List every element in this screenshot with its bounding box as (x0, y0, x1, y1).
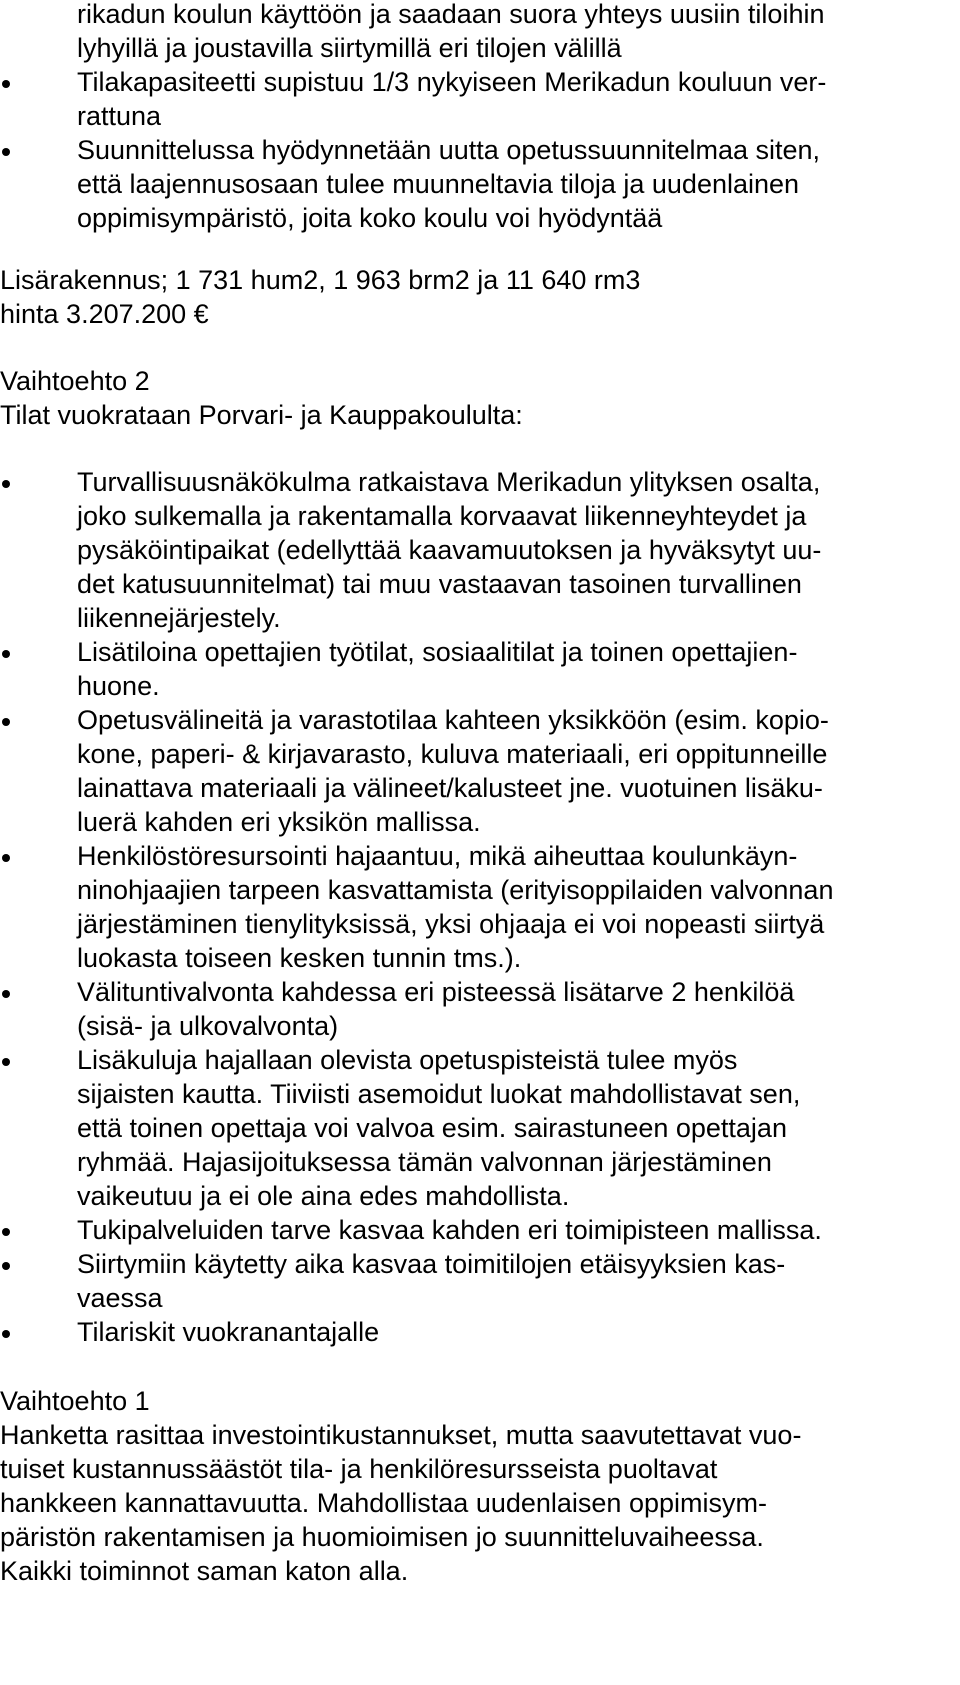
paragraph-line: hankkeen kannattavuutta. Mahdollistaa uudenlaisen oppimisym- (0, 1488, 767, 1518)
bullet-icon (0, 65, 20, 100)
bullet-line: (sisä- ja ulkovalvonta) (77, 1011, 339, 1041)
bullet-line: Tilariskit vuokranantajalle (77, 1317, 380, 1347)
bullet-line: oppimisympäristö, joita koko koulu voi hyödyntää (77, 203, 663, 233)
bullet-line: joko sulkemalla ja rakentamalla korvaavat liikenneyhteydet ja (77, 501, 807, 531)
bullet-line: vaikeutuu ja ei ole aina edes mahdollista. (77, 1181, 570, 1211)
bullet-line: ryhmää. Hajasijoituksessa tämän valvonnan järjestäminen (77, 1147, 772, 1177)
paragraph-line: Kaikki toiminnot saman katon alla. (0, 1556, 409, 1586)
bullet-line: Henkilöstöresursointi hajaantuu, mikä aiheuttaa koulunkäyn- (77, 841, 798, 871)
bullet-icon (0, 703, 20, 738)
bullet-line: Lisäkuluja hajallaan olevista opetuspisteistä tulee myös (77, 1045, 738, 1075)
bullet-icon (0, 1213, 20, 1248)
bullet-icon (0, 1247, 20, 1282)
bullet-line: lainattava materiaali ja välineet/kalusteet jne. vuotuinen lisäku- (77, 773, 823, 803)
paragraph-line: tuiset kustannussäästöt tila- ja henkilöresursseista puoltavat (0, 1454, 718, 1484)
bullet-icon (0, 1315, 20, 1350)
continuation-line: rikadun koulun käyttöön ja saadaan suora yhteys uusiin tiloihin (77, 0, 825, 29)
bullet-icon (0, 1043, 20, 1078)
bullet-line: Siirtymiin käytetty aika kasvaa toimitilojen etäisyyksien kas- (77, 1249, 786, 1279)
bullet-line: kone, paperi- & kirjavarasto, kuluva materiaali, eri oppitunneille (77, 739, 828, 769)
bullet-line: Tilakapasiteetti supistuu 1/3 nykyiseen Merikadun kouluun ver- (77, 67, 827, 97)
bullet-line: det katusuunnitelmat) tai muu vastaavan tasoinen turvallinen (77, 569, 802, 599)
bullet-line: Välituntivalvonta kahdessa eri pisteessä lisätarve 2 henkilöä (77, 977, 795, 1007)
bullet-line: huone. (77, 671, 160, 701)
bullet-line: ninohjaajien tarpeen kasvattamista (erityisoppilaiden valvonnan (77, 875, 834, 905)
section-heading: Vaihtoehto 2 (0, 366, 150, 396)
bullet-icon (0, 839, 20, 874)
bullet-icon (0, 465, 20, 500)
bullet-line: että toinen opettaja voi valvoa esim. sairastuneen opettajan (77, 1113, 787, 1143)
bullet-line: luerä kahden eri yksikön mallissa. (77, 807, 481, 837)
bullet-line: Tukipalveluiden tarve kasvaa kahden eri toimipisteen mallissa. (77, 1215, 822, 1245)
bullet-line: rattuna (77, 101, 162, 131)
bullet-line: Turvallisuusnäkökulma ratkaistava Merikadun ylityksen osalta, (77, 467, 821, 497)
bullet-line: pysäköintipaikat (edellyttää kaavamuutoksen ja hyväksytyt uu- (77, 535, 822, 565)
bullet-line: järjestäminen tienylityksissä, yksi ohjaaja ei voi nopeasti siirtyä (77, 909, 825, 939)
bullet-line: Opetusvälineitä ja varastotilaa kahteen yksikköön (esim. kopio- (77, 705, 829, 735)
bullet-line: vaessa (77, 1283, 163, 1313)
continuation-line: lyhyillä ja joustavilla siirtymillä eri tilojen välillä (77, 33, 622, 63)
paragraph-line: päristön rakentamisen ja huomioimisen jo suunnitteluvaiheessa. (0, 1522, 764, 1552)
paragraph-line: Hanketta rasittaa investointikustannukset, mutta saavutettavat vuo- (0, 1420, 802, 1450)
section-heading: Vaihtoehto 1 (0, 1386, 150, 1416)
bullet-line: että laajennusosaan tulee muunneltavia tiloja ja uudenlainen (77, 169, 800, 199)
section-intro: Tilat vuokrataan Porvari- ja Kauppakoululta: (0, 400, 523, 430)
bullet-icon (0, 133, 20, 168)
bullet-icon (0, 975, 20, 1010)
bullet-line: Lisätiloina opettajien työtilat, sosiaalitilat ja toinen opettajien- (77, 637, 798, 667)
bullet-line: liikennejärjestely. (77, 603, 281, 633)
summary-line: Lisärakennus; 1 731 hum2, 1 963 brm2 ja 11 640 rm3 (0, 265, 641, 295)
summary-price: hinta 3.207.200 € (0, 299, 209, 329)
bullet-icon (0, 635, 20, 670)
bullet-line: Suunnittelussa hyödynnetään uutta opetussuunnitelmaa siten, (77, 135, 821, 165)
bullet-line: luokasta toiseen kesken tunnin tms.). (77, 943, 522, 973)
bullet-line: sijaisten kautta. Tiiviisti asemoidut luokat mahdollistavat sen, (77, 1079, 801, 1109)
